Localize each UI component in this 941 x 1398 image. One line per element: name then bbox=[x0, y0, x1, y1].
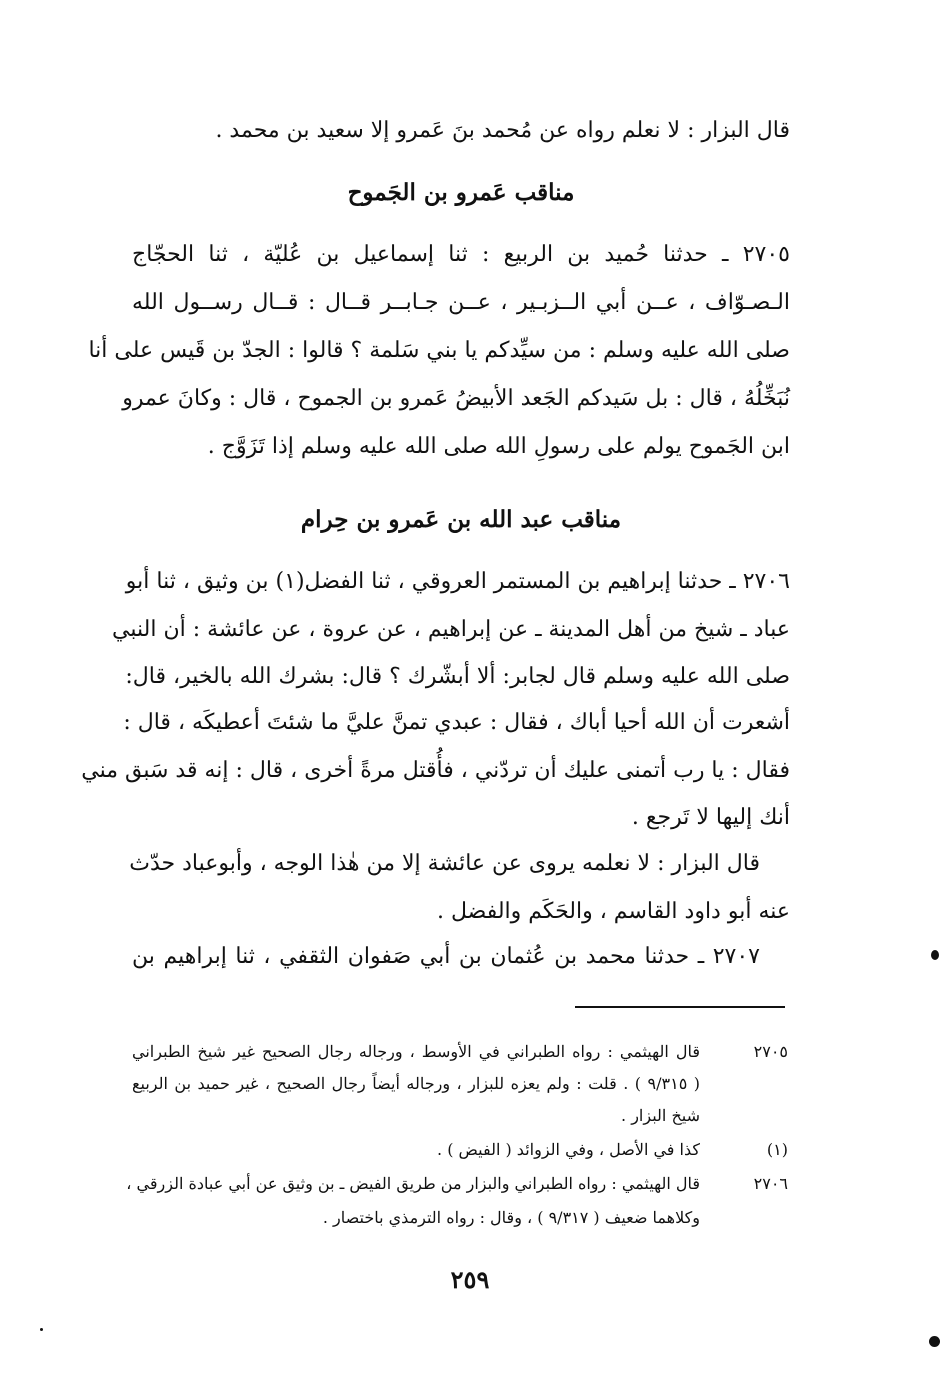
footnote-line: وكلاهما ضعيف ( ٩/٣١٧ ) ، وقال : رواه الترمذي باختصار . bbox=[322, 1208, 700, 1227]
scan-speck bbox=[929, 1336, 940, 1347]
hadith-2706-line: أشعرت أن الله أحيا أباك ، فقال : عبدي تمنَّ عليَّ ما شئتَ أعطيكَه ، قال : bbox=[123, 710, 790, 735]
section-heading-abdullah-ibn-amr: مناقب عبد الله بن عَمرو بن حِرام bbox=[300, 506, 622, 533]
footnote-line: كذا في الأصل ، وفي الزوائد ( الفيض ) . bbox=[437, 1140, 700, 1159]
hadith-2706-line: عباد ـ شيخ من أهل المدينة ـ عن إبراهيم ، عن عروة ، عن عائشة : أن النبي bbox=[112, 617, 790, 642]
page-number: ٢٥٩ bbox=[450, 1265, 490, 1294]
hadith-2705-line: نُبَخِّلُهُ ، قال : بل سَيدكم الجَعد الأبيضُ عَمرو بن الجموح ، قال : وكانَ عمرو bbox=[122, 386, 790, 411]
footnote-line: ( ٩/٣١٥ ) . قلت : ولم يعزه للبزار ، ورجاله أيضاً رجال الصحيح ، غير حميد بن الربيع bbox=[132, 1074, 700, 1093]
bazzar-comment-line: قال البزار : لا نعلمه يروى عن عائشة إلا من هٰذا الوجه ، وأبوعباد حدّث bbox=[129, 851, 760, 876]
hadith-2707-line: ٢٧٠٧ ـ حدثنا محمد بن عُثمان بن أبي صَفوان الثقفي ، ثنا إبراهيم بن bbox=[132, 944, 760, 969]
hadith-2706-line: صلى الله عليه وسلم قال لجابر: ألا أبشّرك ؟ قال: بشرك الله بالخير، قال: bbox=[125, 664, 790, 689]
hadith-2706-line: فقال : يا رب أتمنى عليك أن تردّني ، فأُقتل مرةً أخرى ، قال : إنه قد سَبق مني bbox=[81, 758, 790, 783]
hadith-2706-line: أنك إليها لا تَرجع . bbox=[631, 805, 790, 830]
hadith-2705-line: ٢٧٠٥ ـ حدثنا حُميد بن الربيع : ثنا إسماعيل بن عُليّة ، ثنا الحجّاج bbox=[132, 242, 790, 267]
footnote-line: شيخ البزار . bbox=[621, 1106, 700, 1125]
hadith-2705-line: صلى الله عليه وسلم : من سيِّدكم يا بني سَلمة ؟ قالوا : الجدّ بن قَيس على أنا bbox=[88, 338, 790, 363]
footnote-separator bbox=[575, 1006, 785, 1008]
footnote-number: ٢٧٠٦ bbox=[753, 1174, 788, 1193]
footnote-line: قال الهيثمي : رواه الطبراني في الأوسط ، ورجاله رجال الصحيح غير شيخ الطبراني bbox=[132, 1042, 700, 1061]
hadith-2705-line: ابن الجَموح يولم على رسولِ الله صلى الله عليه وسلم إذا تَزَوَّج . bbox=[207, 434, 790, 459]
footnote-number: (١) bbox=[766, 1140, 788, 1159]
scan-speck bbox=[40, 1328, 43, 1331]
bazzar-comment-line: عنه أبو داود القاسم ، والحَكَم والفضل . bbox=[437, 899, 790, 924]
footnote-line: قال الهيثمي : رواه الطبراني والبزار من طريق الفيض ـ بن وثيق عن أبي عبادة الزرقي ، bbox=[126, 1174, 700, 1193]
hadith-2706-line: ٢٧٠٦ ـ حدثنا إبراهيم بن المستمر العروقي ، ثنا الفضل(١) بن وثيق ، ثنا أبو bbox=[125, 569, 790, 594]
intro-line: قال البزار : لا نعلم رواه عن مُحمد بنَ عَمرو إلا سعيد بن محمد . bbox=[215, 118, 790, 143]
scan-speck bbox=[931, 950, 939, 960]
footnote-number: ٢٧٠٥ bbox=[753, 1042, 788, 1061]
hadith-2705-line: الـصـوّاف ، عــن أبي الــزبـير ، عــن جـابــر قــال : قــال رســول الله bbox=[132, 290, 790, 315]
section-heading-amr-ibn-al-jamuh: مناقب عَمرو بن الجَموح bbox=[347, 179, 575, 206]
